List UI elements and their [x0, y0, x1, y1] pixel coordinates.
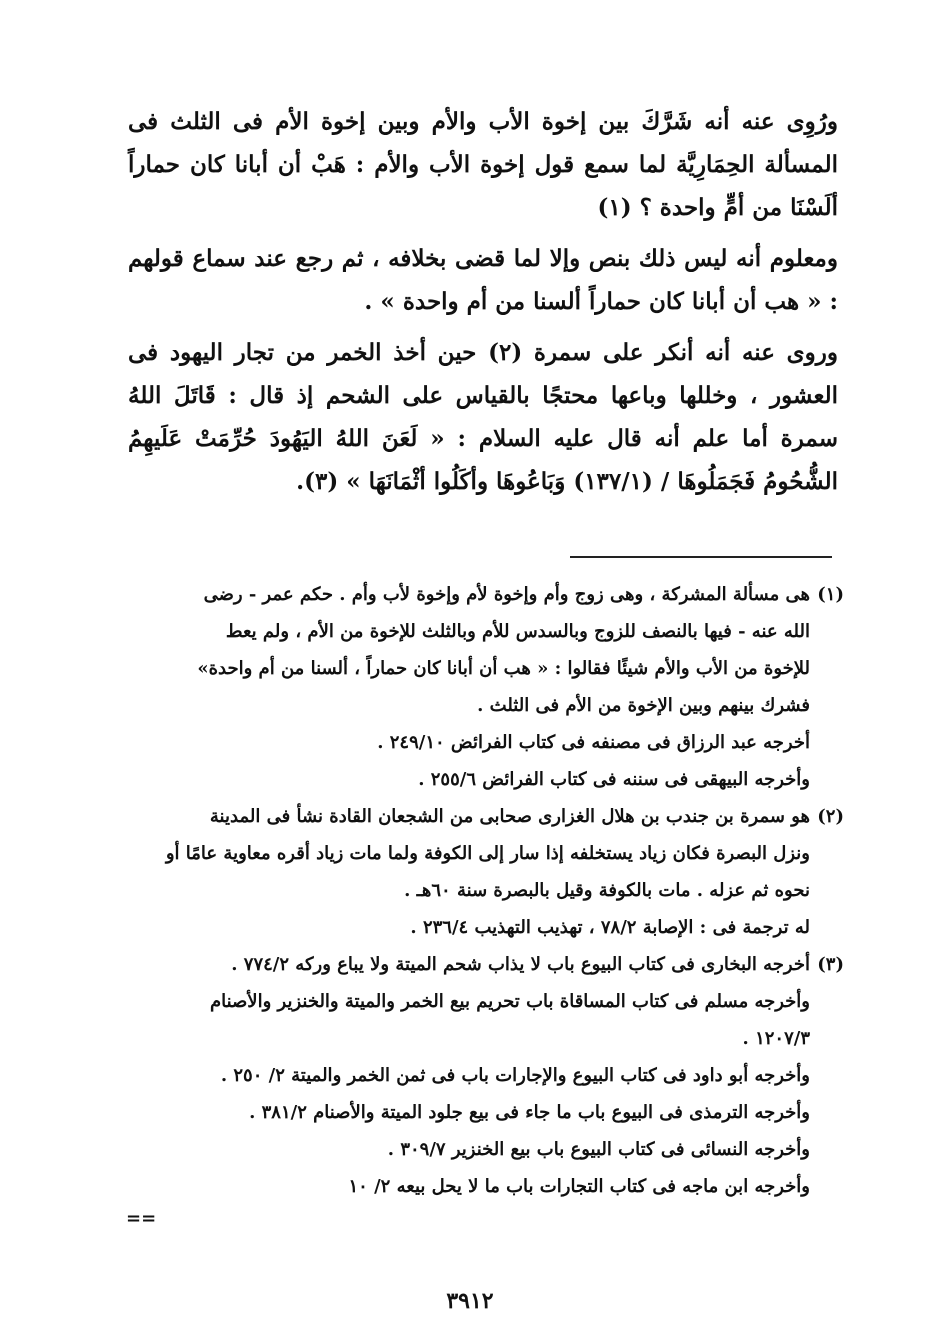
footnote-line: وأخرجه النسائى فى كتاب البيوع باب بيع الخنزير ٣٠٩/٧ .	[387, 1139, 810, 1160]
continuation-mark: ==	[126, 1208, 157, 1229]
footnote-line: أخرجه عبد الرزاق فى مصنفه فى كتاب الفرائض ٢٤٩/١٠ .	[377, 732, 810, 753]
footnote-line: هى مسألة المشركة ، وهى زوج وأم وإخوة لأم وإخوة لأب وأم . حكم عمر - رضى	[203, 584, 810, 605]
footnote-separator	[570, 556, 832, 558]
footnote-line: أخرجه البخارى فى كتاب البيوع باب لا يذاب شحم الميتة ولا يباع وركه ٧٧٤/٢ .	[231, 954, 810, 975]
main-paragraph-1: ورُوِى عنه أنه شَرَّكَ بين إخوة الأب والأم وبين إخوة الأم فى الثلث فى المسألة الحِمَارِيَّة لما سمع قول إخوة الأب والأم : هَبْ أن أبانا كان حماراً ألَسْنَا من أمٍّ واحدة ؟ (١)	[128, 108, 838, 221]
main-paragraph-3: وروى عنه أنه أنكر على سمرة (٢) حين أخذ الخمر من تجار اليهود فى العشور ، وخللها وباعها محتجًا بالقياس على الشحم إذ قال : قَاتَلَ اللهُ سمرة أما علم أنه قال عليه السلام : « لَعَنَ اللهُ اليَهُودَ حُرِّمَتْ عَلَيهِمُ الشُّحُومُ فَجَمَلُوهَا / (١٣٧/١) وَبَاعُوهَا وأكَلُوا أثْمَانَهَا » (٣).	[128, 339, 839, 495]
footnote-line: فشرك بينهم وبين الإخوة من الأم فى الثلث .	[477, 695, 810, 716]
footnote-number: (١)	[817, 584, 844, 605]
footnote-number: (٣)	[817, 954, 844, 975]
footnote-line: وأخرجه ابن ماجه فى كتاب التجارات باب ما لا يحل بيعه ٢/ ١٠	[348, 1176, 810, 1197]
footnotes	[124, 576, 844, 1205]
footnote-number: (٢)	[817, 806, 844, 827]
footnote-line: هو سمرة بن جندب بن هلال الغزارى صحابى من الشجعان القادة نشأ فى المدينة	[209, 806, 810, 827]
footnote-2	[124, 798, 844, 946]
main-paragraph-2: ومعلوم أنه ليس ذلك بنص وإلا لما قضى بخلافه ، ثم رجع عند سماع قولهم : « هب أن أبانا كان حماراً ألسنا من أم واحدة » .	[128, 245, 838, 315]
footnote-line: ونزل البصرة فكان زياد يستخلفه إذا سار إلى الكوفة ولما مات زياد أقره معاوية عامًا أو	[165, 843, 810, 864]
footnote-line: نحوه ثم عزله . مات بالكوفة وقيل بالبصرة سنة ٦٠هـ .	[404, 880, 810, 901]
footnote-line: الله عنه - فيها بالنصف للزوج وبالسدس للأم وبالثلث للإخوة من الأم ، ولم يعط	[225, 621, 810, 642]
footnote-line: وأخرجه مسلم فى كتاب المساقاة باب تحريم بيع الخمر والميتة والخنزير والأصنام	[209, 991, 810, 1012]
footnote-line: ١٢٠٧/٣ .	[742, 1028, 810, 1049]
footnote-line: له ترجمة فى : الإصابة ٧٨/٢ ، تهذيب التهذيب ٢٣٦/٤ .	[410, 917, 810, 938]
footnote-line: وأخرجه البيهقى فى سننه فى كتاب الفرائض ٢٥٥/٦ .	[418, 769, 810, 790]
footnote-line: وأخرجه الترمذى فى البيوع باب ما جاء فى بيع جلود الميتة والأصنام ٣٨١/٢ .	[249, 1102, 810, 1123]
main-text	[128, 100, 838, 511]
footnote-1	[124, 576, 844, 798]
footnote-line: للإخوة من الأب والأم شيئًا فقالوا : « هب أن أبانا كان حماراً ، ألسنا من أم واحدة»	[197, 658, 810, 679]
page-number: ٣٩١٢	[446, 1288, 494, 1314]
footnote-line: وأخرجه أبو داود فى كتاب البيوع والإجارات باب فى ثمن الخمر والميتة ٢/ ٢٥٠ .	[220, 1065, 810, 1086]
footnote-3	[124, 946, 844, 1205]
